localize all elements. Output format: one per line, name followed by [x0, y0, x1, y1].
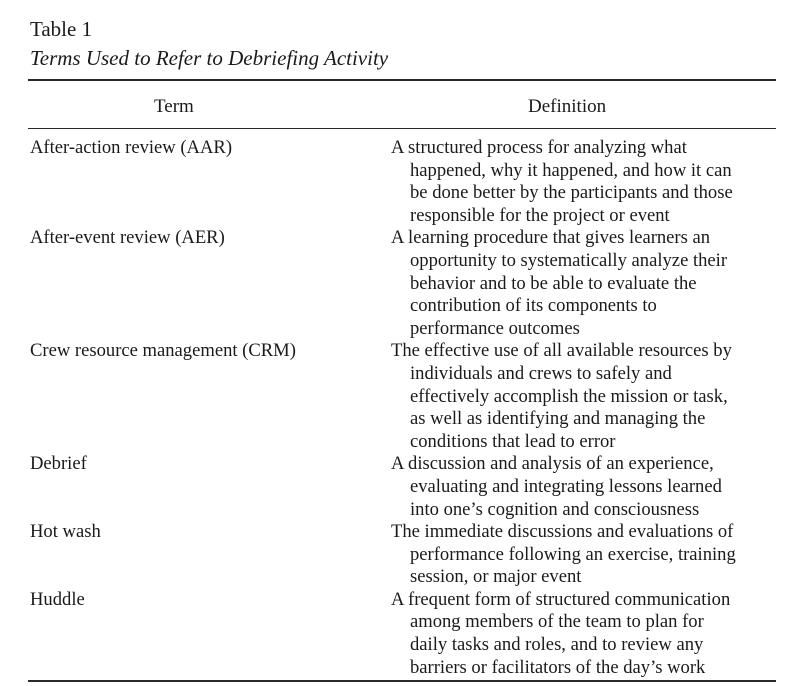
definition-line: daily tasks and roles, and to review any — [410, 634, 704, 656]
definition-cell — [391, 453, 776, 521]
definition-line: happened, why it happened, and how it can — [410, 159, 732, 181]
definition-line: The effective use of all available resources by — [391, 340, 732, 362]
term-cell: Hot wash — [30, 521, 101, 543]
definition-cell — [391, 137, 776, 227]
definition-line: behavior and to be able to evaluate the — [410, 272, 697, 294]
term-cell: Huddle — [30, 588, 85, 610]
table-row — [30, 521, 776, 589]
table-title: Terms Used to Refer to Debriefing Activity — [30, 46, 389, 70]
definition-line: into one’s cognition and consciousness — [410, 498, 700, 520]
term-cell: Crew resource management (CRM) — [30, 340, 296, 362]
definition-cell — [391, 340, 776, 453]
table-row — [30, 453, 776, 521]
definition-line: The immediate discussions and evaluations of — [391, 521, 734, 543]
definition-line: session, or major event — [410, 566, 582, 588]
table-body — [30, 137, 776, 679]
definition-line: individuals and crews to safely and — [410, 362, 672, 384]
definition-line: contribution of its components to — [410, 295, 657, 317]
definition-line: be done better by the participants and those — [410, 182, 733, 204]
definition-line: A learning procedure that gives learners an — [391, 227, 711, 249]
definition-line: opportunity to systematically analyze their — [410, 249, 728, 271]
table-row — [30, 589, 776, 679]
top-rule — [28, 79, 776, 81]
definition-line: as well as identifying and managing the — [410, 408, 706, 430]
column-header-term: Term — [154, 96, 194, 117]
definition-line: evaluating and integrating lessons learned — [410, 475, 722, 497]
definition-line: A frequent form of structured communication — [391, 588, 731, 610]
definition-cell — [391, 227, 776, 340]
definition-line: performance following an exercise, training — [410, 543, 736, 565]
term-cell: After-event review (AER) — [30, 227, 225, 249]
definition-line: barriers or facilitators of the day’s work — [410, 656, 706, 678]
definition-line: A discussion and analysis of an experience, — [391, 453, 714, 475]
definition-line: effectively accomplish the mission or task, — [410, 385, 728, 407]
table-row — [30, 227, 776, 340]
table-number: Table 1 — [30, 17, 93, 41]
header-rule — [28, 128, 776, 129]
definition-line: performance outcomes — [410, 317, 580, 339]
definition-cell — [391, 589, 776, 679]
definition-line: conditions that lead to error — [410, 430, 616, 452]
table-row — [30, 340, 776, 453]
definition-line: A structured process for analyzing what — [391, 137, 687, 158]
term-cell: After-action review (AAR) — [30, 137, 233, 158]
bottom-rule — [28, 680, 776, 682]
definition-cell — [391, 521, 776, 589]
definition-line: responsible for the project or event — [410, 204, 670, 226]
definition-line: among members of the team to plan for — [410, 611, 704, 633]
term-cell: Debrief — [30, 453, 87, 475]
column-header-definition: Definition — [528, 96, 607, 117]
table-row — [30, 137, 776, 227]
